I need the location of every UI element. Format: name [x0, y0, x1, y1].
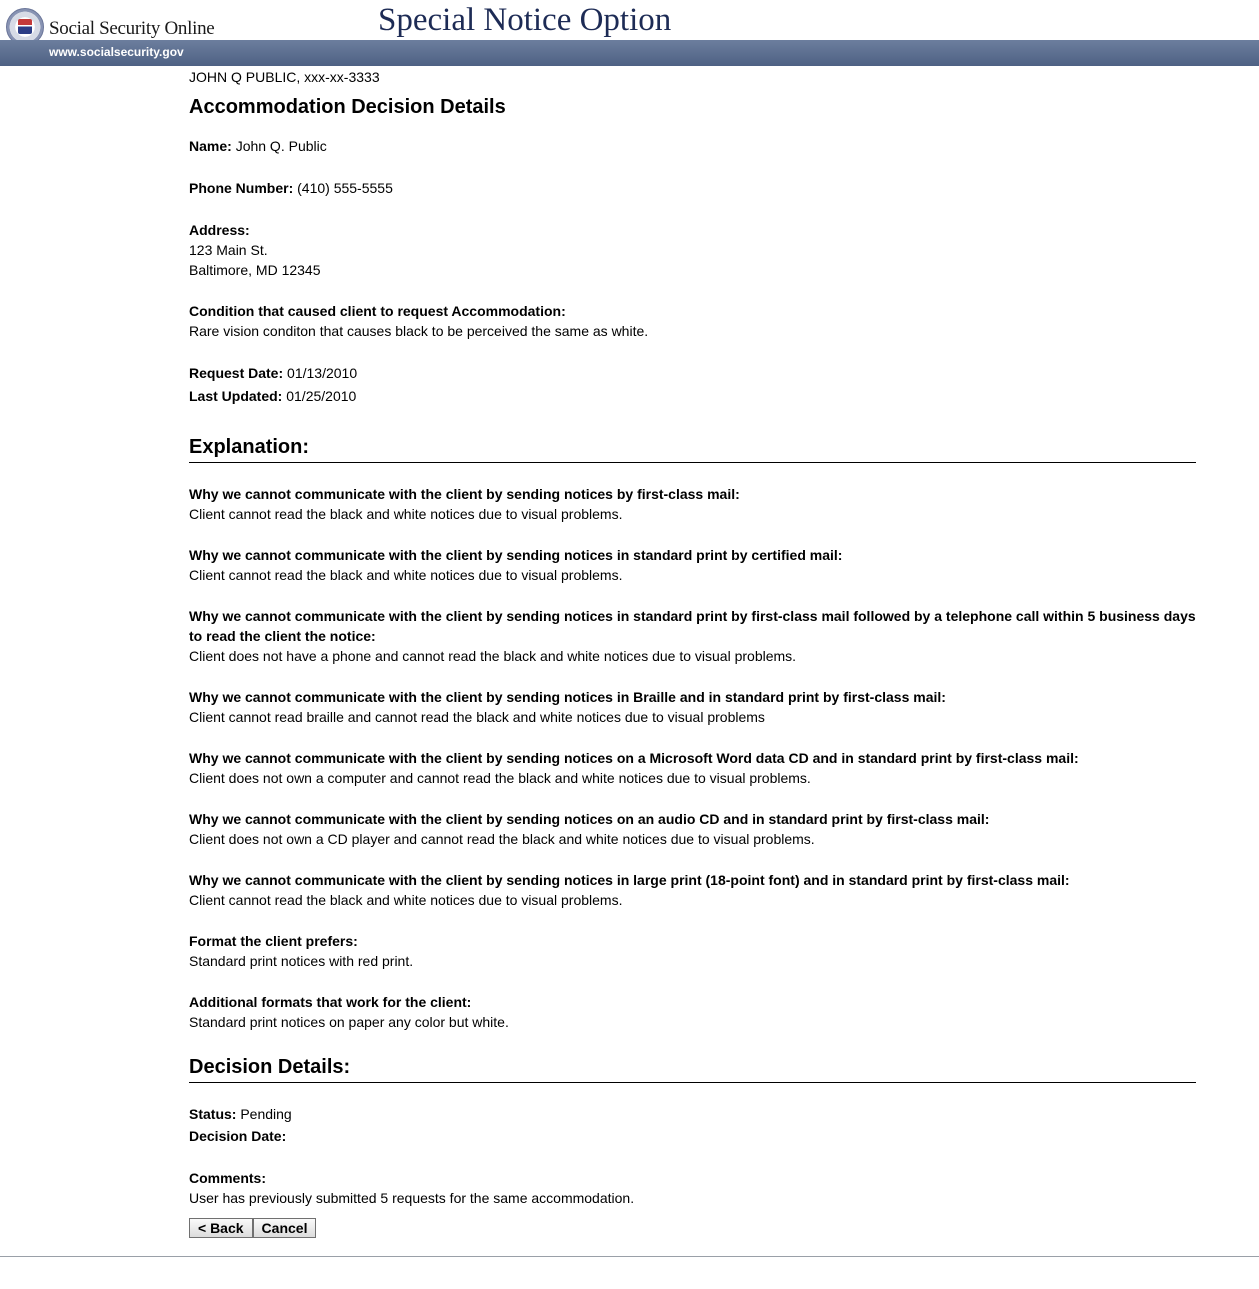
brand-name[interactable]: Social Security Online — [49, 18, 215, 39]
page-banner-title: Special Notice Option — [378, 2, 672, 38]
explanation-item — [189, 606, 1196, 666]
status-label: Status: — [189, 1106, 237, 1122]
main-content — [189, 68, 1196, 1208]
action-buttons — [189, 1218, 316, 1238]
preferred-format-block — [189, 931, 1196, 971]
explanation-question: Why we cannot communicate with the client by sending notices in standard print by first-class mail followed by a telephone call within 5 business days to read the client the notice: — [189, 608, 1196, 644]
additional-formats-label: Additional formats that work for the client: — [189, 994, 472, 1010]
condition-value: Rare vision conditon that causes black to be perceived the same as white. — [189, 323, 649, 339]
explanation-item — [189, 870, 1196, 910]
request-date-row — [189, 362, 1196, 385]
additional-formats-block — [189, 992, 1196, 1032]
page-header — [0, 0, 1259, 66]
request-date-label: Request Date: — [189, 365, 284, 381]
address-block — [189, 220, 1196, 280]
address-line2: Baltimore, MD 12345 — [189, 262, 321, 278]
explanation-answer: Client does not have a phone and cannot read the black and white notices due to visual problems. — [189, 648, 797, 664]
cancel-button[interactable]: Cancel — [253, 1218, 317, 1238]
explanation-heading: Explanation: — [189, 434, 1196, 463]
comments-label: Comments: — [189, 1170, 267, 1186]
name-value: John Q. Public — [235, 138, 327, 154]
status-row — [189, 1103, 1196, 1125]
phone-value: (410) 555-5555 — [297, 180, 393, 196]
client-identifier: JOHN Q PUBLIC, xxx-xx-3333 — [189, 69, 380, 85]
phone-row — [189, 178, 1196, 198]
explanation-item — [189, 809, 1196, 849]
page-title: Accommodation Decision Details — [189, 96, 506, 118]
explanation-answer: Client cannot read braille and cannot read the black and white notices due to visual problems — [189, 709, 765, 725]
explanation-item — [189, 687, 1196, 727]
explanation-question: Why we cannot communicate with the client by sending notices in large print (18-point font) and in standard print by first-class mail: — [189, 872, 1070, 888]
comments-value: User has previously submitted 5 requests for the same accommodation. — [189, 1190, 635, 1206]
decision-date-label: Decision Date: — [189, 1128, 287, 1144]
explanation-question: Why we cannot communicate with the client by sending notices in standard print by certified mail: — [189, 547, 843, 563]
explanation-answer: Client cannot read the black and white notices due to visual problems. — [189, 892, 623, 908]
explanation-item — [189, 484, 1196, 524]
decision-date-row — [189, 1125, 1196, 1147]
decision-heading: Decision Details: — [189, 1054, 1196, 1083]
last-updated-row — [189, 385, 1196, 408]
explanation-answer: Client does not own a computer and cannot read the black and white notices due to visual problems. — [189, 770, 811, 786]
status-value: Pending — [240, 1106, 292, 1122]
explanation-list — [189, 484, 1196, 910]
last-updated-label: Last Updated: — [189, 388, 283, 404]
explanation-question: Why we cannot communicate with the client by sending notices by first-class mail: — [189, 486, 740, 502]
explanation-question: Why we cannot communicate with the client by sending notices on a Microsoft Word data CD and in standard print by first-class mail: — [189, 750, 1079, 766]
name-row — [189, 136, 1196, 156]
last-updated-value: 01/25/2010 — [286, 388, 357, 404]
explanation-answer: Client cannot read the black and white notices due to visual problems. — [189, 567, 623, 583]
comments-block — [189, 1168, 1196, 1208]
header-band — [0, 40, 1259, 66]
request-date-value: 01/13/2010 — [287, 365, 358, 381]
explanation-question: Why we cannot communicate with the client by sending notices on an audio CD and in standard print by first-class mail: — [189, 811, 990, 827]
footer-divider — [0, 1256, 1259, 1257]
condition-label: Condition that caused client to request Accommodation: — [189, 303, 566, 319]
additional-formats-value: Standard print notices on paper any color but white. — [189, 1014, 509, 1030]
phone-label: Phone Number: — [189, 180, 294, 196]
preferred-format-label: Format the client prefers: — [189, 933, 358, 949]
name-label: Name: — [189, 138, 232, 154]
site-url-link[interactable]: www.socialsecurity.gov — [49, 45, 184, 59]
explanation-item — [189, 748, 1196, 788]
address-label: Address: — [189, 222, 250, 238]
condition-block — [189, 301, 1196, 341]
explanation-answer: Client cannot read the black and white notices due to visual problems. — [189, 506, 623, 522]
explanation-question: Why we cannot communicate with the client by sending notices in Braille and in standard print by first-class mail: — [189, 689, 946, 705]
explanation-answer: Client does not own a CD player and cannot read the black and white notices due to visual problems. — [189, 831, 815, 847]
explanation-item — [189, 545, 1196, 585]
back-button[interactable]: < Back — [189, 1218, 253, 1238]
address-line1: 123 Main St. — [189, 242, 268, 258]
preferred-format-value: Standard print notices with red print. — [189, 953, 414, 969]
